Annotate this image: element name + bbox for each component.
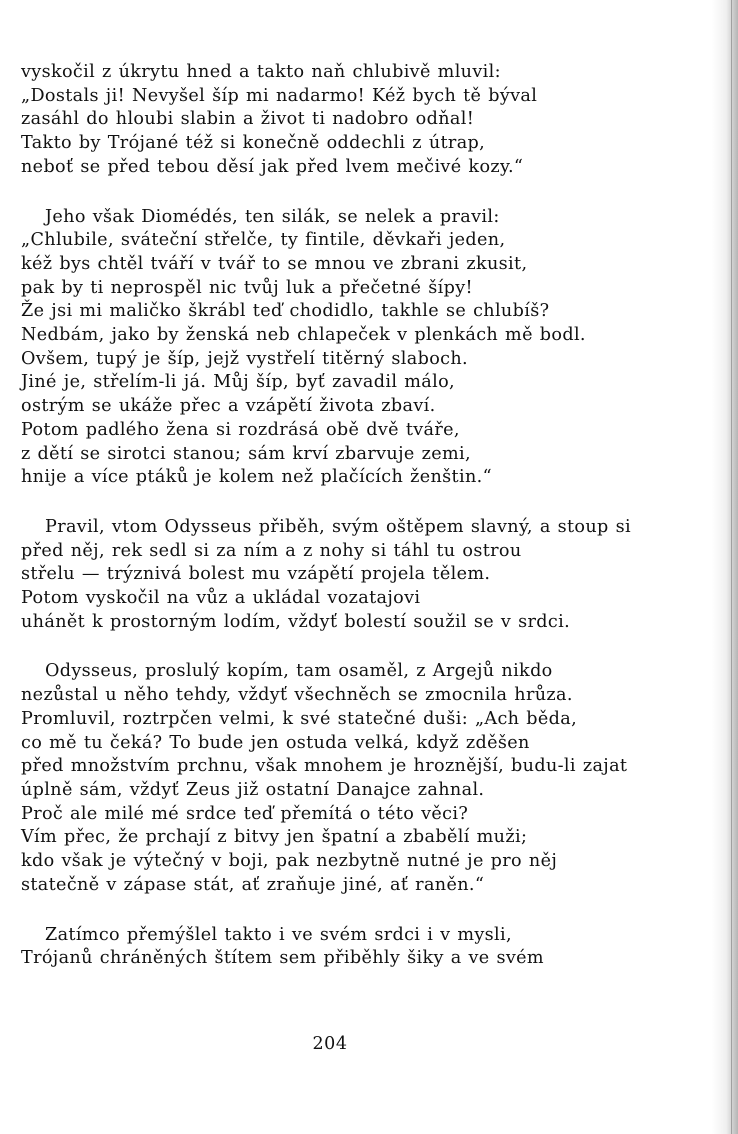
verse-line: Že jsi mi maličko škrábl teď chodidlo, takhle se chlubíš?	[21, 301, 550, 322]
verse-line: Takto by Trójané též si konečně oddechli z útrap,	[21, 133, 486, 154]
verse-line: Zatímco přemýšlel takto i ve svém srdci i v mysli,	[45, 924, 512, 945]
stanza-2	[21, 206, 661, 490]
verse-line: Jiné je, střelím-li já. Můj šíp, byť zavadil málo,	[21, 372, 455, 393]
stanza-3	[21, 516, 661, 635]
verse-line: střelu — trýznivá bolest mu vzápětí projela tělem.	[21, 564, 491, 585]
verse-line: hnije a více ptáků je kolem než plačících ženštin.“	[21, 467, 492, 488]
poem-text	[21, 61, 661, 971]
verse-line: Jeho však Diomédés, ten silák, se nelek a pravil:	[45, 206, 500, 227]
verse-line: kdo však je výtečný v boji, pak nezbytně nutné je pro něj	[21, 851, 558, 872]
verse-line: před něj, rek sedl si za ním a z nohy si táhl tu ostrou	[21, 540, 522, 561]
verse-line: co mě tu čeká? To bude jen ostuda velká, když zděšen	[21, 732, 530, 753]
verse-line: kéž bys chtěl tváří v tvář to se mnou ve zbrani zkusit,	[21, 253, 528, 274]
verse-line: úplně sám, vždyť Zeus již ostatní Danajce zahnal.	[21, 779, 485, 800]
verse-line: Trójanů chráněných štítem sem přiběhly šiky a ve svém	[21, 948, 544, 969]
verse-line: Nedbám, jako by ženská neb chlapeček v plenkách mě bodl.	[21, 325, 586, 346]
verse-line: „Chlubile, sváteční střelče, ty fintile, děvkaři jeden,	[21, 230, 506, 251]
stanza-4	[21, 660, 661, 897]
verse-line: vyskočil z úkrytu hned a takto naň chlubivě mluvil:	[21, 62, 501, 82]
verse-line: před množstvím prchnu, však mnohem je hroznější, budu-li zajat	[21, 756, 628, 777]
verse-line: Potom vyskočil na vůz a ukládal vozatajovi	[21, 588, 421, 609]
verse-line: statečně v zápase stát, ať zraňuje jiné, ať raněn.“	[21, 874, 485, 895]
page-number: 204	[312, 1034, 348, 1054]
page-binding-edge	[731, 0, 732, 1134]
verse-line: Ovšem, tupý je šíp, jejž vystřelí titěrný slaboch.	[21, 348, 468, 369]
stanza-1	[21, 61, 661, 180]
verse-line: Potom padlého žena si rozdrásá obě dvě tváře,	[21, 419, 460, 440]
verse-line: Vím přec, že prchají z bitvy jen špatní a zbabělí muži;	[21, 827, 528, 848]
verse-line: ostrým se ukáže přec a vzápětí života zbaví.	[21, 396, 436, 417]
verse-line: z dětí se sirotci stanou; sám krví zbarvuje zemi,	[21, 443, 471, 464]
verse-line: pak by ti neprospěl nic tvůj luk a přečetné šípy!	[21, 277, 473, 298]
verse-line: nezůstal u něho tehdy, vždyť všechněch se zmocnila hrůza.	[21, 685, 573, 706]
verse-line: uhánět k prostorným lodím, vždyť bolestí soužil se v srdci.	[21, 611, 571, 632]
verse-line: Promluvil, roztrpčen velmi, k své statečné duši: „Ach běda,	[21, 708, 578, 729]
verse-line: Odysseus, proslulý kopím, tam osaměl, z Argejů nikdo	[45, 661, 553, 682]
verse-line: neboť se před tebou děsí jak před lvem mečivé kozy.“	[21, 156, 524, 177]
verse-line: zasáhl do hloubi slabin a život ti nadobro odňal!	[21, 109, 475, 130]
verse-line: „Dostals ji! Nevyšel šíp mi nadarmo! Kéž bych tě býval	[21, 85, 538, 106]
verse-line: Pravil, vtom Odysseus přiběh, svým oštěpem slavný, a stoup si	[45, 516, 631, 537]
page-binding-shadow	[712, 0, 738, 1134]
verse-line: Proč ale milé mé srdce teď přemítá o této věci?	[21, 803, 469, 824]
stanza-5	[21, 924, 661, 971]
